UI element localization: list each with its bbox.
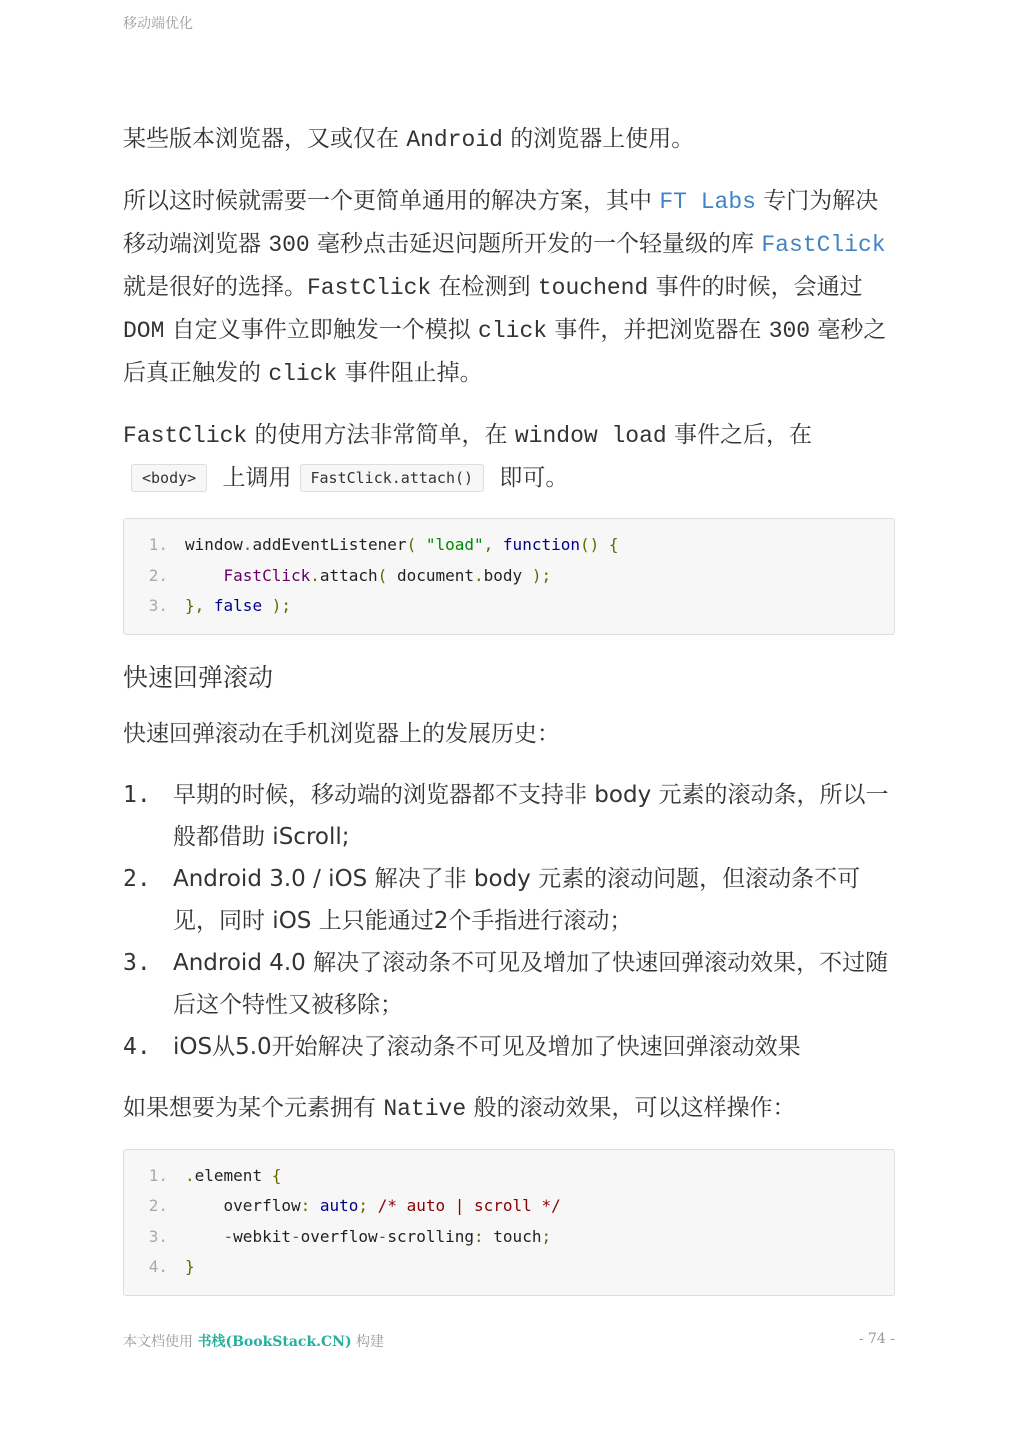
- code-line: 1. window . addEventListener ( "load" , function () {: [124, 530, 894, 561]
- fastclick-link[interactable]: FastClick: [761, 232, 886, 258]
- line-number: 1.: [148, 535, 168, 554]
- list-number: 1.: [123, 781, 151, 808]
- page-content: [123, 118, 895, 1319]
- code-block-fastclick: [123, 518, 895, 635]
- page-number: - 74 -: [858, 1331, 895, 1347]
- code-line: 1. . element {: [124, 1161, 894, 1192]
- code-line: 2. FastClick . attach ( document . body );: [124, 561, 894, 592]
- history-list: [123, 774, 895, 1068]
- running-header: 移动端优化: [123, 16, 193, 32]
- line-number: 2.: [148, 1196, 168, 1215]
- line-number: 3.: [148, 1226, 168, 1246]
- list-text: Android 3.0 / iOS 解决了非 body 元素的滚动问题，但滚动条不可见，同时 iOS 上只能通过2个手指进行滚动；: [173, 865, 861, 934]
- section-title: 快速回弹滚动: [123, 662, 274, 692]
- paragraph-4: 如果想要为某个元素拥有 Native 般的滚动效果，可以这样操作：: [123, 1094, 796, 1122]
- list-number: 3.: [123, 949, 151, 976]
- code-line: 3. - webkit - overflow - scrolling : touch ;: [124, 1222, 894, 1253]
- ft-labs-link[interactable]: FT Labs: [659, 189, 756, 215]
- list-item: [123, 774, 895, 858]
- bookstack-link[interactable]: 书栈(BookStack.CN): [197, 1334, 352, 1350]
- running-footer: [123, 1331, 895, 1351]
- list-item: [123, 858, 895, 942]
- list-item: [123, 1026, 895, 1068]
- inline-code-fastclick-attach: FastClick.attach(): [300, 464, 485, 492]
- code-line: 2. overflow : auto ; /* auto | scroll */: [124, 1191, 894, 1222]
- footer-credit: 本文档使用 书栈(BookStack.CN) 构建: [123, 1334, 385, 1350]
- paragraph-3: FastClick 的使用方法非常简单，在 window load 事件之后，在 <body> 上调用 FastClick.attach() 即可。: [123, 422, 812, 491]
- line-number: 1.: [148, 1165, 168, 1185]
- line-number: 2.: [148, 565, 168, 585]
- code-line: 3. }, false );: [124, 591, 894, 622]
- line-number: 3.: [148, 596, 168, 615]
- paragraph-1: 某些版本浏览器，又或仅在 Android 的浏览器上使用。: [123, 126, 695, 153]
- paragraph-2: 所以这时候就需要一个更简单通用的解决方案，其中 FT Labs 专门为解决移动端浏览器 300 毫秒点击延迟问题所开发的一个轻量级的库 FastClick 就是很好的选择。FastClick 在检测到 touchend 事件的时候，会通过 DOM 自定义事件立即触发一个模拟 click 事件，并把浏览器在 300 毫秒之后真正触发的 click 事件阻止掉。: [123, 188, 887, 387]
- list-number: 4.: [123, 1033, 151, 1060]
- line-number: 4.: [148, 1257, 168, 1276]
- inline-code-body-tag: <body>: [131, 464, 207, 492]
- history-intro: 快速回弹滚动在手机浏览器上的发展历史：: [123, 720, 560, 747]
- list-number: 2.: [123, 865, 151, 892]
- code-block-css: [123, 1149, 895, 1296]
- code-line: 4. }: [124, 1252, 894, 1283]
- list-item: [123, 942, 895, 1026]
- list-text: 早期的时候，移动端的浏览器都不支持非 body 元素的滚动条，所以一般都借助 iScroll;: [173, 781, 889, 850]
- list-text: iOS从5.0开始解决了滚动条不可见及增加了快速回弹滚动效果: [173, 1033, 801, 1060]
- list-text: Android 4.0 解决了滚动条不可见及增加了快速回弹滚动效果，不过随后这个特性又被移除；: [173, 949, 889, 1018]
